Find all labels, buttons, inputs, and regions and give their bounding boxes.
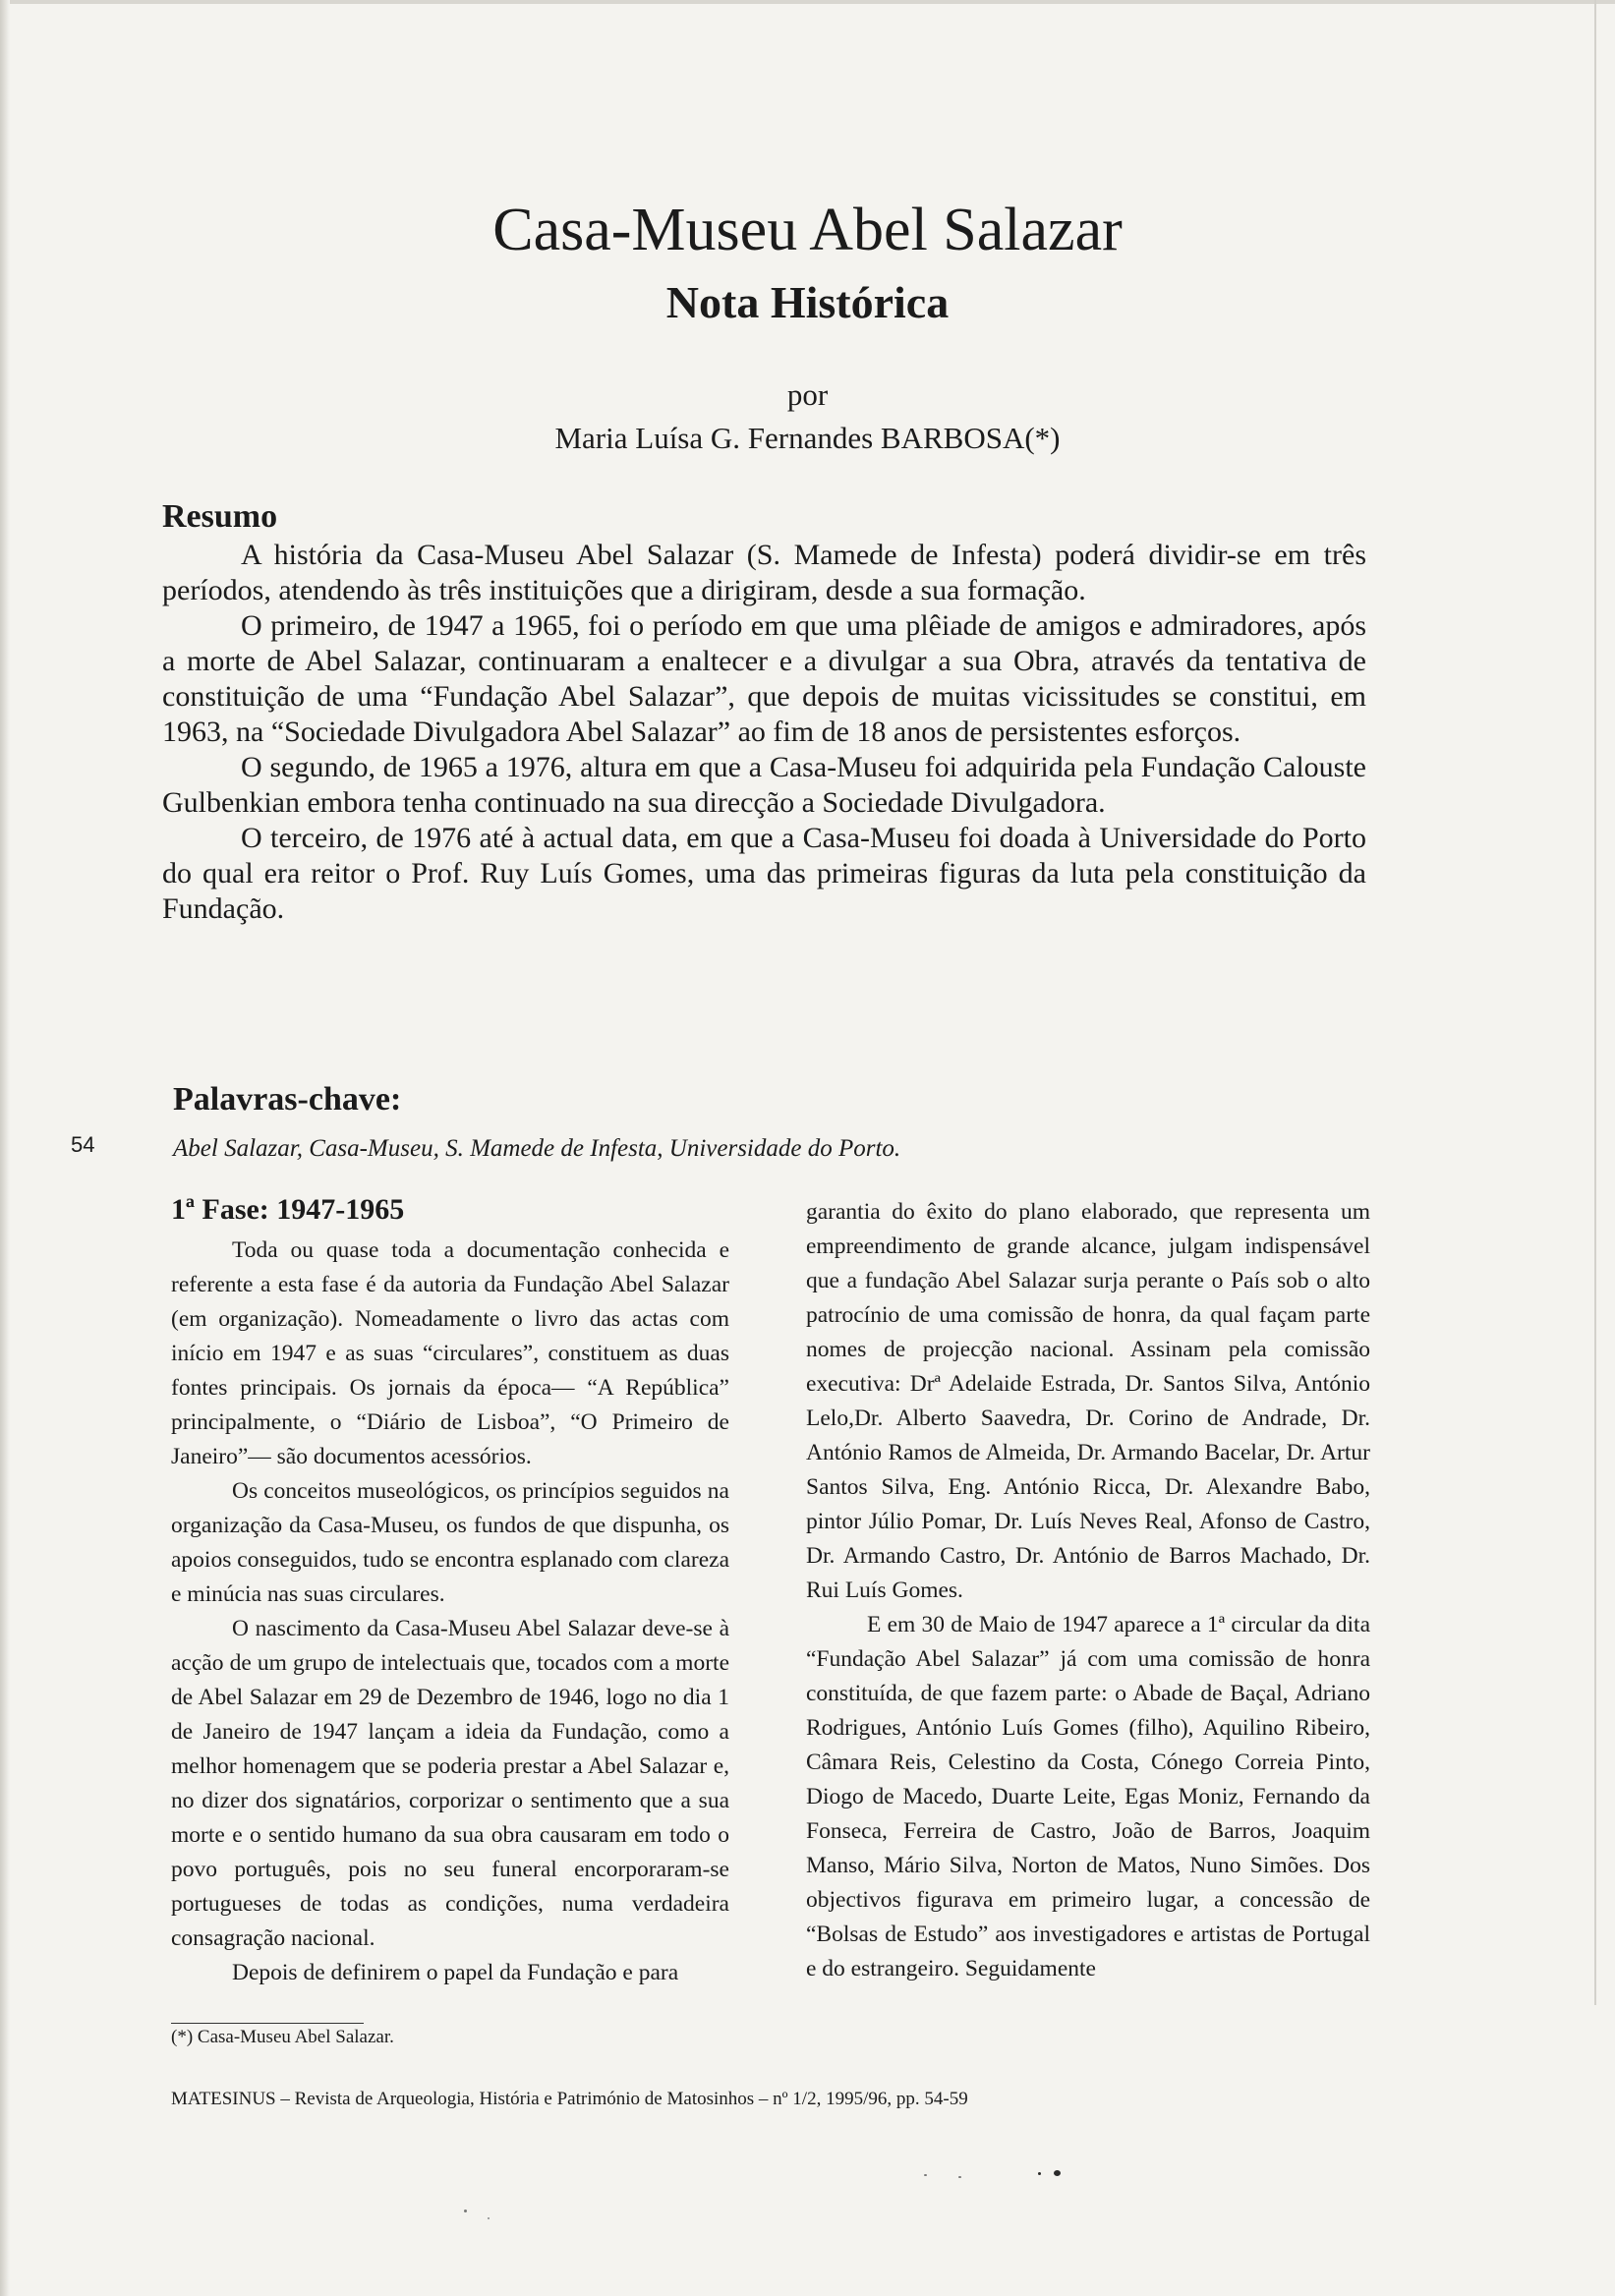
keywords-heading: Palavras-chave: — [173, 1081, 402, 1118]
body-paragraph: Depois de definirem o papel da Fundação e para — [232, 1960, 679, 1985]
scan-speck — [1054, 2170, 1061, 2176]
scan-speck — [464, 2210, 467, 2212]
keywords-text: Abel Salazar, Casa-Museu, S. Mamede de Infesta, Universidade do Porto. — [173, 1135, 901, 1162]
article-title: Casa-Museu Abel Salazar — [492, 197, 1123, 263]
footnote: (*) Casa-Museu Abel Salazar. — [171, 2027, 394, 2047]
page-binding-shadow — [0, 0, 10, 2296]
page-number: 54 — [71, 1132, 95, 1157]
right-column — [806, 1195, 1370, 1986]
article-subtitle: Nota Histórica — [665, 277, 950, 327]
abstract-heading: Resumo — [162, 498, 278, 535]
page-top-edge — [0, 0, 1615, 4]
scan-speck — [488, 2217, 490, 2219]
byline-label: por — [786, 377, 829, 412]
journal-footer: MATESINUS – Revista de Arqueologia, História e Património de Matosinhos – nº 1/2, 1995/96, pp. 54-59 — [171, 2089, 968, 2109]
section-heading: 1ª Fase: 1947-1965 — [171, 1193, 405, 1226]
abstract-paragraph: O terceiro, de 1976 até à actual data, em que a Casa-Museu foi doada à Universidade do Porto do qual era reitor o Prof. Ruy Luís Gomes, uma das primeiras figuras da luta pela constituição da Fundação. — [162, 822, 1366, 925]
body-paragraph: E em 30 de Maio de 1947 aparece a 1ª circular da dita “Fundação Abel Salazar” já com uma comissão de honra constituída, de que fazem parte: o Abade de Baçal, Adriano Rodrigues, António Luís Gomes (filho), Aquilino Ribeiro, Câmara Reis, Celestino da Costa, Cónego Correia Pinto, Diogo de Macedo, Duarte Leite, Egas Moniz, Fernando da Fonseca, Ferreira de Castro, João de Barros, Joaquim Manso, Mário Silva, Norton de Matos, Nuno Simões. Dos objectivos figurava em primeiro lugar, a concessão de “Bolsas de Estudo” aos investigadores e artistas de Portugal e do estrangeiro. Seguidamente — [806, 1612, 1370, 1981]
abstract-paragraph: O primeiro, de 1947 a 1965, foi o período em que uma plêiade de amigos e admiradores, após a morte de Abel Salazar, continuaram a enaltecer e a divulgar a sua Obra, através da tentativa de constituição de uma “Fundação Abel Salazar”, que depois de muitas vicissitudes se constitui, em 1963, na “Sociedade Divulgadora Abel Salazar” ao fim de 18 anos de persistentes esforços. — [162, 609, 1366, 748]
abstract-paragraph: A história da Casa-Museu Abel Salazar (S. Mamede de Infesta) poderá dividir-se em três períodos, atendendo às três instituições que a dirigiram, desde a sua formação. — [162, 539, 1366, 606]
abstract-body — [162, 538, 1366, 927]
abstract-paragraph: O segundo, de 1965 a 1976, altura em que a Casa-Museu foi adquirida pela Fundação Calouste Gulbenkian embora tenha continuado na sua direcção a Sociedade Divulgadora. — [162, 751, 1366, 819]
body-paragraph: Os conceitos museológicos, os princípios seguidos na organização da Casa-Museu, os fundos de que dispunha, os apoios conseguidos, tudo se encontra esplanado com clareza e minúcia nas suas circulares. — [171, 1478, 729, 1607]
author-name: Maria Luísa G. Fernandes BARBOSA(*) — [554, 421, 1061, 455]
body-paragraph: Toda ou quase toda a documentação conhecida e referente a esta fase é da autoria da Fundação Abel Salazar (em organização). Nomeadamente o livro das actas com início em 1947 e as suas “circulares”, constituem as duas fontes principais. Os jornais da época— “A República” principalmente, o “Diário de Lisboa”, “O Primeiro de Janeiro”— são documentos acessórios. — [171, 1237, 729, 1469]
scan-speck — [1038, 2172, 1041, 2175]
scan-speck — [924, 2174, 927, 2176]
scan-speck — [958, 2176, 961, 2178]
body-paragraph: garantia do êxito do plano elaborado, que representa um empreendimento de grande alcance, julgam indispensável que a fundação Abel Salazar surja perante o País sob o alto patrocínio de uma comissão de honra, da qual façam parte nomes de projecção nacional. Assinam pela comissão executiva: Drª Adelaide Estrada, Dr. Santos Silva, António Lelo,Dr. Alberto Saavedra, Dr. Corino de Andrade, Dr. António Ramos de Almeida, Dr. Armando Bacelar, Dr. Artur Santos Silva, Eng. António Ricca, Dr. Alexandre Babo, pintor Júlio Pomar, Dr. Luís Neves Real, Afonso de Castro, Dr. Armando Castro, Dr. António de Barros Machado, Dr. Rui Luís Gomes. — [806, 1199, 1370, 1603]
left-column — [171, 1234, 729, 1990]
body-paragraph: O nascimento da Casa-Museu Abel Salazar deve-se à acção de um grupo de intelectuais que, tocados com a morte de Abel Salazar em 29 de Dezembro de 1946, logo no dia 1 de Janeiro de 1947 lançam a ideia da Fundação, como a melhor homenagem que se poderia prestar a Abel Salazar e, no dizer dos signatários, corporizar o sentimento que a sua morte e o sentido humano da sua obra causaram em todo o povo português, pois no seu funeral encorporaram-se portugueses de todas as condições, numa verdadeira consagração nacional. — [171, 1616, 729, 1951]
